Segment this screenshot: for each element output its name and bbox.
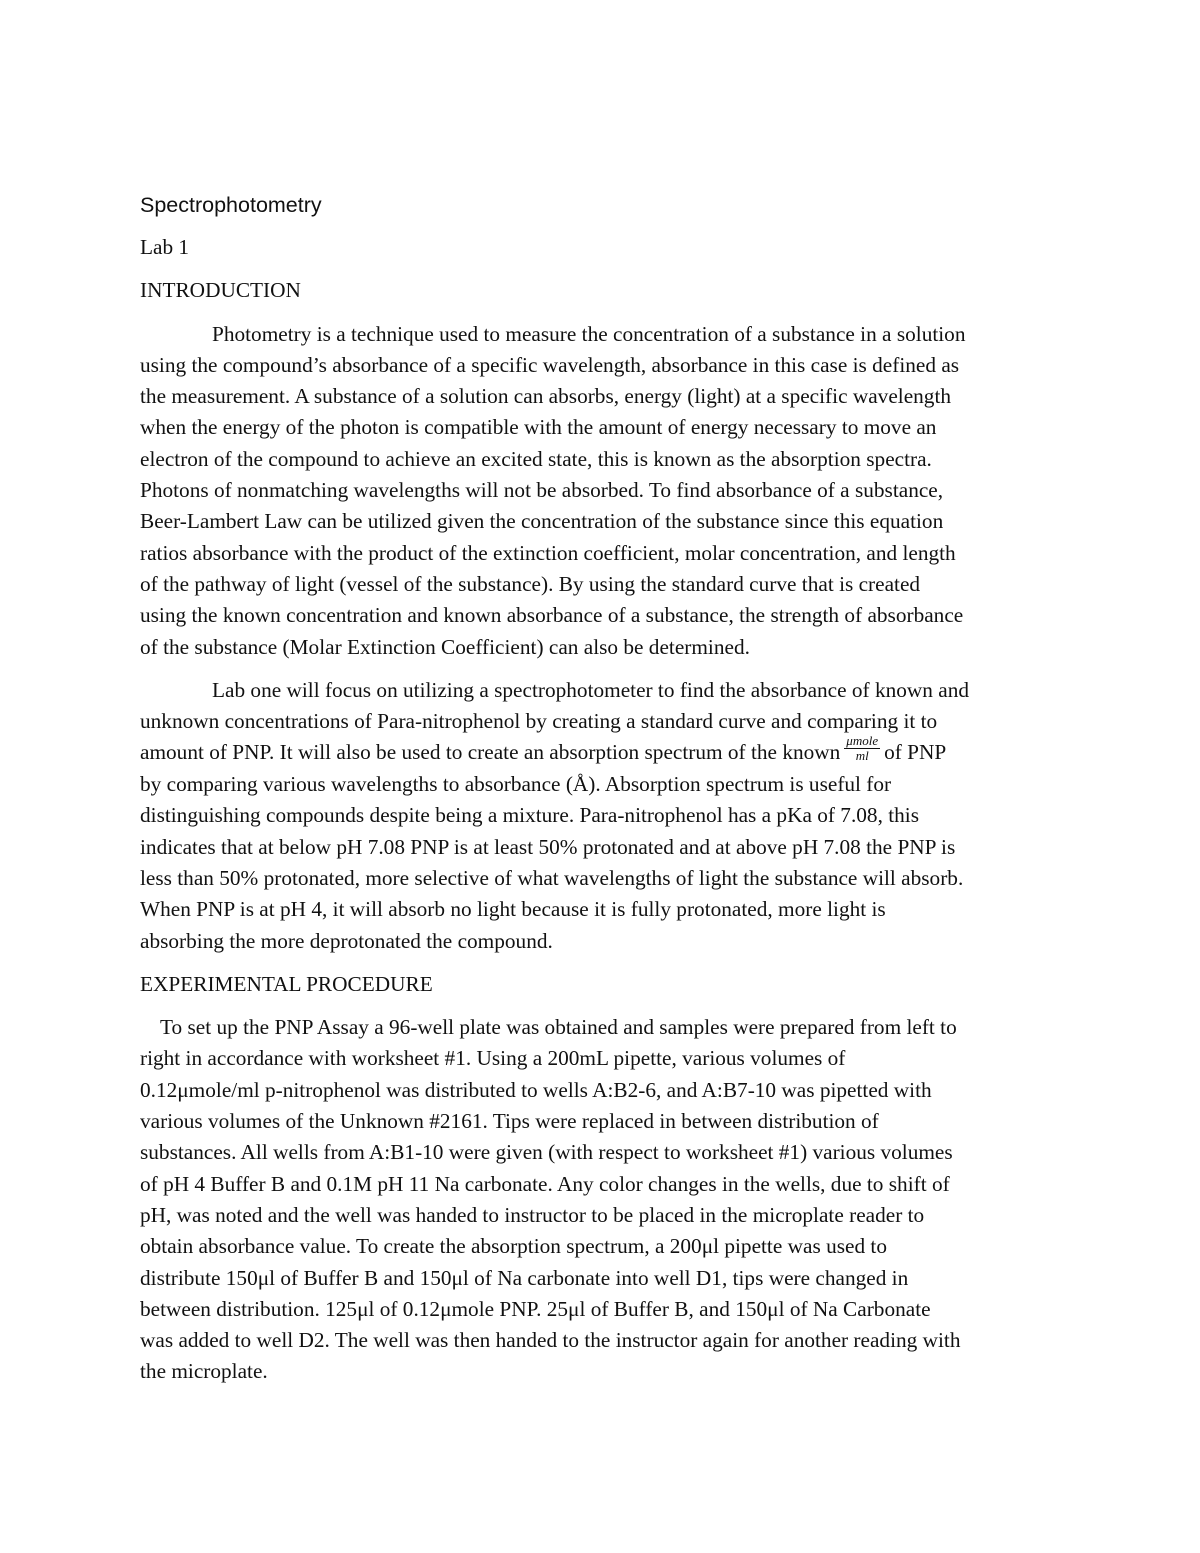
text-line: Photometry is a technique used to measure the concentration of a substance in a solution — [212, 321, 966, 346]
document-subtitle: Lab 1 — [140, 235, 190, 259]
text-line: the microplate. — [140, 1359, 268, 1384]
text-line: 0.12μmole/ml p-nitrophenol was distributed to wells A:B2-6, and A:B7-10 was pipetted with — [140, 1077, 932, 1102]
text-line: Beer-Lambert Law can be utilized given the concentration of the substance since this equation — [140, 509, 944, 534]
fraction-denominator: ml — [855, 748, 869, 764]
text-line: pH, was noted and the well was handed to instructor to be placed in the microplate reader to — [140, 1202, 925, 1227]
text-line: right in accordance with worksheet #1. Using a 200mL pipette, various volumes of — [140, 1046, 846, 1071]
introduction-paragraph-1 — [140, 319, 1060, 663]
text-line: absorbing the more deprotonated the compound. — [140, 928, 553, 953]
text-line: ratios absorbance with the product of the extinction coefficient, molar concentration, and length — [140, 540, 956, 565]
introduction-heading: INTRODUCTION — [140, 278, 301, 303]
text-line: Photons of nonmatching wavelengths will not be absorbed. To find absorbance of a substance, — [140, 478, 944, 503]
text-line: when the energy of the photon is compatible with the amount of energy necessary to move an — [140, 415, 937, 440]
text-line: unknown concentrations of Para-nitrophenol by creating a standard curve and comparing it to — [140, 709, 938, 734]
text-line: between distribution. 125μl of 0.12μmole PNP. 25μl of Buffer B, and 150μl of Na Carbonate — [140, 1296, 931, 1321]
text-line: electron of the compound to achieve an excited state, this is known as the absorption spectra. — [140, 446, 932, 471]
procedure-paragraph-1 — [140, 1012, 1060, 1388]
document-body — [140, 190, 1060, 1400]
text-line: obtain absorbance value. To create the absorption spectrum, a 200μl pipette was used to — [140, 1234, 888, 1259]
text-line: less than 50% protonated, more selective of what wavelengths of light the substance will absorb. — [140, 865, 964, 890]
document-title: Spectrophotometry — [140, 193, 322, 217]
text-segment: of PNP — [884, 740, 947, 765]
text-line: of pH 4 Buffer B and 0.1M pH 11 Na carbonate. Any color changes in the wells, due to shift of — [140, 1171, 950, 1196]
text-line: by comparing various wavelengths to absorbance (Å). Absorption spectrum is useful for — [140, 772, 892, 797]
text-line: of the pathway of light (vessel of the substance). By using the standard curve that is created — [140, 571, 921, 596]
text-segment: amount of PNP. It will also be used to create an absorption spectrum of the known — [140, 740, 841, 765]
procedure-heading: EXPERIMENTAL PROCEDURE — [140, 971, 433, 996]
text-line: was added to well D2. The well was then handed to the instructor again for another reading with — [140, 1328, 961, 1353]
text-line: distribute 150μl of Buffer B and 150μl of Na carbonate into well D1, tips were changed in — [140, 1265, 909, 1290]
text-line: the measurement. A substance of a solution can absorbs, energy (light) at a specific wavelength — [140, 384, 952, 409]
text-line: Lab one will focus on utilizing a spectrophotometer to find the absorbance of known and — [212, 677, 970, 702]
text-line: substances. All wells from A:B1-10 were given (with respect to worksheet #1) various volumes — [140, 1140, 953, 1165]
text-line: using the compound’s absorbance of a specific wavelength, absorbance in this case is defined as — [140, 352, 960, 377]
text-line: When PNP is at pH 4, it will absorb no light because it is fully protonated, more light is — [140, 897, 886, 922]
text-line: various volumes of the Unknown #2161. Tips were replaced in between distribution of — [140, 1109, 879, 1134]
fraction-numerator: μmole — [846, 733, 879, 749]
text-line: indicates that at below pH 7.08 PNP is at least 50% protonated and at above pH 7.08 the PNP is — [140, 834, 956, 859]
text-line: distinguishing compounds despite being a mixture. Para-nitrophenol has a pKa of 7.08, this — [140, 803, 919, 828]
text-line-with-fraction — [140, 733, 1060, 769]
text-line: using the known concentration and known absorbance of a substance, the strength of absorbance — [140, 603, 964, 628]
text-line: of the substance (Molar Extinction Coefficient) can also be determined. — [140, 634, 750, 659]
unit-fraction — [844, 734, 880, 763]
text-line: To set up the PNP Assay a 96-well plate was obtained and samples were prepared from left to — [160, 1015, 957, 1040]
introduction-paragraph-2 — [140, 675, 1060, 957]
